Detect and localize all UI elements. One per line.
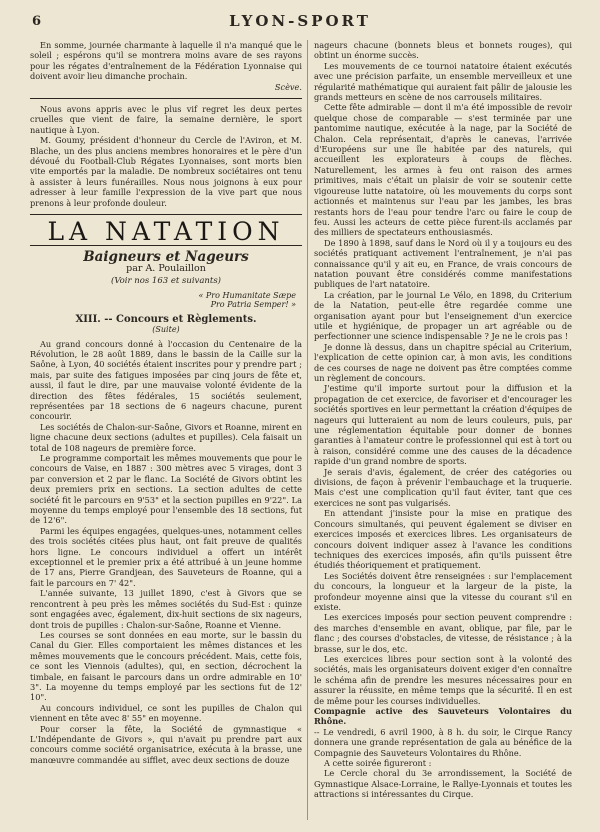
- news-subheading: Compagnie active des Sauveteurs Volontaires du Rhône.: [314, 706, 572, 727]
- column-divider: [307, 40, 308, 820]
- obituary-paragraph-1: Nous avons appris avec le plus vif regret les deux pertes cruelles que vient de faire, la semaine dernière, le sport nautique à Lyon.: [30, 104, 302, 135]
- article-paragraph: Les exercices imposés pour section peuvent comprendre : des marches d'ensemble en avant, oblique, par file, par le flanc ; des courses d'obstacles, de vitesse, de résistance ; à la brasse, sur le dos, etc.: [314, 612, 572, 654]
- running-title: LYON-SPORT: [229, 12, 371, 30]
- article-paragraph: En attendant j'insiste pour la mise en pratique des Concours simultanés, qui peuvent également se diviser en exercices imposés et exercices libres. Les organisateurs de concours doivent indiquer assez à l'avance les conditions techniques des exercices imposés, afin qu'ils puissent être étudiés théoriquement et pratiquement.: [314, 508, 572, 571]
- epigraph: [30, 291, 302, 310]
- article-paragraph: Les mouvements de ce tournoi natatoire étaient exécutés avec une précision parfaite, un ensemble merveilleux et une régularité mathématique qui auraient fait pâlir de jalousie les grands metteurs en scène de nos carrousels militaires.: [314, 60, 572, 103]
- chapter-suite: (Suite): [152, 325, 180, 335]
- article-paragraph: Cette fête admirable — dont il m'a été impossible de revoir quelque chose de comparable — s'est terminée par une pantomime nautique, exécutée à la nage, par la Société de Chalon. Cela représentait, d'après le canevas, l'arrivée d'Européens sur une île habitée par des naturels, qui accueillent les explorateurs à coups de flèches. Naturellement, les armes à feu ont raison des armes primitives, mais c'était un plaisir de voir se soutenir cette vigoureuse lutte natatoire, où les mouvements du corps sont actionnés et maintenus sur l'eau par les jambes, les bras restants hors de l'eau pour tendre l'arc ou faire le coup de feu. Aussi les acteurs de cette pièce furent-ils acclamés par des milliers de spectateurs enthousiasmés.: [314, 102, 572, 238]
- intro-paragraph: En somme, journée charmante à laquelle il n'a manqué que le soleil ; espérons qu'il se montrera moins avare de ses rayons pour les régates d'entraînement de la Fédération Lyonnaise qui doivent avoir lieu dimanche prochain.: [30, 40, 302, 82]
- left-column: [30, 40, 302, 765]
- article-paragraph: Je serais d'avis, également, de créer des catégories ou divisions, de façon à prévenir l'embauchage et la truquerie. Mais c'est une complication qu'il faut éviter, tant que ces exercices ne sont pas vulgarisés.: [314, 466, 572, 508]
- news-paragraph: A cette soirée figureront :: [324, 758, 432, 769]
- article-paragraph: nageurs chacune (bonnets bleus et bonnets rouges), qui obtint un énorme succès.: [314, 40, 572, 61]
- article-paragraph: Au concours individuel, ce sont les pupilles de Chalon qui viennent en tête avec 8' 55" en moyenne.: [30, 702, 302, 724]
- chapter-heading: XIII. -- Concours et Règlements.: [75, 313, 257, 325]
- article-paragraph: Je donne là dessus, dans un chapitre spécial au Criterium, l'explication de cette opinion car, à mon avis, les conditions de ces courses de nage ne doivent pas être comptées comme un règlement de concours.: [314, 341, 572, 383]
- section-title: LA NATATION: [47, 217, 285, 247]
- divider: [30, 98, 302, 99]
- article-paragraph: Parmi les équipes engagées, quelques-unes, notamment celles des trois sociétés citées plus haut, ont fait preuve de qualités hors ligne. Le concours individuel a offert un intérêt exceptionnel et le premier prix a été attribué à un jeune homme de 17 ans, Pierre Grandjean, des Sauveteurs de Roanne, qui a fait le parcours en 7' 42".: [30, 525, 302, 588]
- divider: [30, 214, 302, 215]
- news-paragraph: -- Le vendredi, 6 avril 1900, à 8 h. du soir, le Cirque Rancy donnera une grande représentation de gala au bénéfice de la Compagnie des Sauveteurs Volontaires du Rhône.: [314, 726, 572, 758]
- epigraph-line-2: Pro Patria Semper! »: [210, 300, 296, 310]
- article-paragraph: Les Sociétés doivent être renseignées : sur l'emplacement du concours, la longueur et la largeur de la piste, la profondeur moyenne ainsi que la vitesse du courant s'il en existe.: [314, 570, 572, 612]
- article-paragraph: Au grand concours donné à l'occasion du Centenaire de la Révolution, le 28 août 1889, dans le bassin de la Caille sur la Saône, à Lyon, 40 sociétés étaient inscrites pour y prendre part ; mais, par suite des fatigues imposées par cinq jours de fête et, aussi, il faut le dire, par une mauvaise volonté évidente de la direction des fêtes fédérales, 15 sociétés seulement, représentées par 18 sections de 6 nageurs chacune, purent concourir.: [30, 338, 302, 422]
- article-paragraph: Le programme comportait les mêmes mouvements que pour le concours de Vaise, en 1887 : 300 mètres avec 5 virages, dont 3 par conversion et 2 par le flanc. La Société de Givors obtint les deux premiers prix en sections. La section adultes de cette société fit le parcours en 9'53" et la section pupilles en 9'22". La moyenne du temps employé pour l'ensemble des 18 sections, fut de 12'6".: [30, 453, 302, 526]
- right-column: [314, 40, 572, 800]
- article-author: par A. Poulaillon: [126, 262, 206, 274]
- signature: Scève.: [274, 81, 302, 92]
- article-paragraph: De 1890 à 1898, sauf dans le Nord où il y a toujours eu des sociétés pratiquant activement l'entraînement, je n'ai pas connaissance qu'il y ait eu, en France, de vrais concours de natation pouvant être considérés comme manifestations publiques de l'art natatoire.: [314, 237, 572, 290]
- page-number: 6: [32, 14, 42, 29]
- article-paragraph: La création, par le journal Le Vélo, en 1898, du Criterium de la Natation, peut-elle être regardée comme une organisation ayant pour but l'enseignement d'un exercice utile et hygiénique, de propager un art agréable ou de perfectionner une science indispensable ? Je ne le crois pas !: [314, 289, 572, 342]
- article-paragraph: Les exercices libres pour section sont à la volonté des sociétés, mais les organisateurs doivent exiger d'en connaître le schéma afin de prendre les mesures nécessaires pour en assurer la réussite, en même temps que la sécurité. Il en est de même pour les courses individuelles.: [314, 653, 572, 706]
- epigraph-line-1: « Pro Humanitate Sæpe: [198, 290, 296, 300]
- article-paragraph: Pour corser la fête, la Société de gymnastique « L'Indépendante de Givors », qui n'avait pu prendre part aux concours comme société organisatrice, exécuta à la brasse, une manœuvre commandée au sifflet, avec deux sections de douze: [30, 723, 302, 765]
- news-paragraph: Le Cercle choral du 3e arrondissement, la Société de Gymnastique Alsace-Lorraine, le Rallye-Lyonnais et toutes les attractions si intéressantes du Cirque.: [314, 768, 572, 800]
- article-title: Baigneurs et Nageurs: [83, 248, 249, 265]
- article-paragraph: Les courses se sont données en eau morte, sur le bassin du Canal du Gier. Elles comportaient les mêmes distances et les mêmes mouvements que le concours précédent. Mais, cette fois, ce sont les Viennois (adultes), qui, en section, décrochent la timbale, en faisant le parcours dans un ordre admirable en 10' 3". La moyenne du temps employé par les sections fut de 12' 10".: [30, 629, 302, 703]
- article-reference: (Voir nos 163 et suivants): [111, 276, 221, 287]
- article-paragraph: L'année suivante, 13 juillet 1890, c'est à Givors que se rencontrent à peu près les mêmes sociétés du Sud-Est : quinze sont engagées avec, également, dix-huit sections de six nageurs, dont trois de pupilles : Chalon-sur-Saône, Roanne et Vienne.: [30, 588, 302, 630]
- article-paragraph: J'estime qu'il importe surtout pour la diffusion et la propagation de cet exercice, de favoriser et d'encourager les sociétés sportives en leur permettant la création d'équipes de nageurs qui lutteraient au nom de leurs couleurs, puis, par une réglementation équitable pour donner de bonnes garanties à l'amateur contre le professionnel qui est à tort ou à raison, considéré comme une des causes de la décadence rapide d'un grand nombre de sports.: [314, 383, 572, 467]
- obituary-paragraph-2: M. Goumy, président d'honneur du Cercle de l'Aviron, et M. Blache, un des plus anciens membres honoraires et le père d'un dévoué du Football-Club Régates Lyonnaises, sont morts bien vite emportés par la maladie. De nombreux sociétaires ont tenu à assister à leurs funérailles. Nous nous joignons à eux pour adresser à leur famille l'expression de la vive part que nous prenons à leur profonde douleur.: [30, 135, 302, 208]
- article-paragraph: Les sociétés de Chalon-sur-Saône, Givors et Roanne, mirent en ligne chacune deux sections (adultes et pupilles). Cela faisait un total de 108 nageurs de première force.: [30, 421, 302, 453]
